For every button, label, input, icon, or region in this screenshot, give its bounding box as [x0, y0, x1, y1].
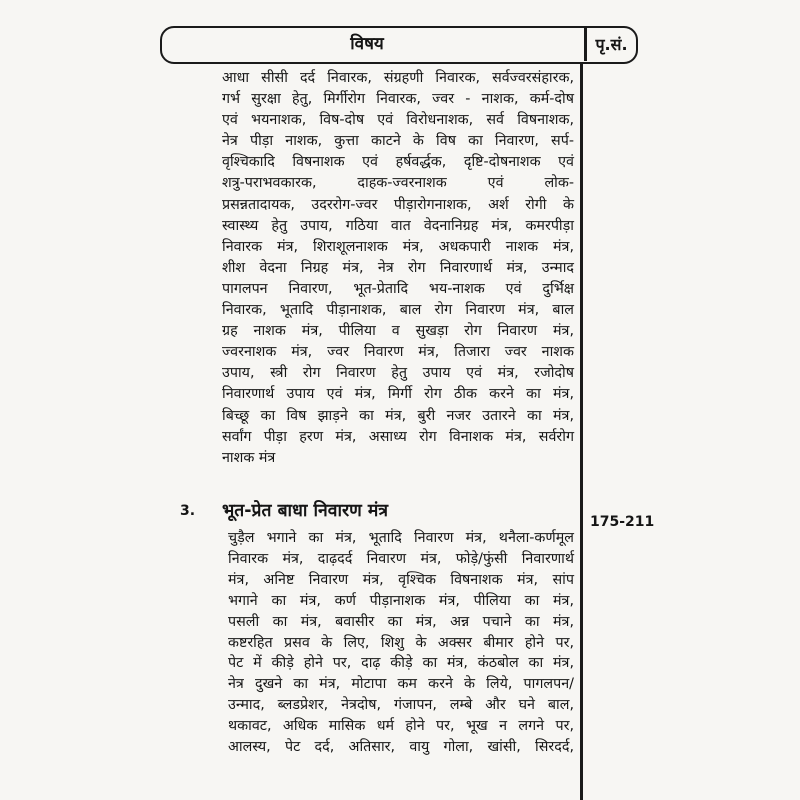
- text-line: शीश वेदना निग्रह मंत्र, नेत्र रोग निवारणार्थ मंत्र, उन्माद: [222, 259, 574, 276]
- section-paragraph: [228, 528, 574, 758]
- text-line: ग्रह नाशक मंत्र, पीलिया व सुखड़ा रोग निवारण मंत्र,: [222, 323, 574, 340]
- text-line: स्वास्थ्य हेतु उपाय, गठिया वात वेदनानिग्रह मंत्र, कमरपीड़ा: [222, 217, 574, 234]
- text-line: गर्भ सुरक्षा हेतु, मिर्गीरोग निवारक, ज्वर - नाशक, कर्म-दोष: [222, 91, 574, 108]
- text-line: प्रसन्नतादायक, उदररोग-ज्वर पीड़ारोगनाशक, अर्श रोगी के: [222, 196, 574, 213]
- table-header: [160, 26, 638, 64]
- column-divider: [580, 64, 583, 800]
- text-line: नाशक मंत्र: [222, 449, 276, 466]
- text-line: कष्टरहित प्रसव के लिए, शिशु के अक्सर बीमार होने पर,: [228, 634, 574, 651]
- text-line: एवं भयनाशक, विष-दोष एवं विरोधनाशक, सर्व विषनाशक,: [222, 112, 574, 129]
- text-line: चुड़ैल भगाने का मंत्र, भूतादि निवारण मंत्र, थनैला-कर्णमूल: [228, 530, 574, 546]
- text-line: निवारक मंत्र, दाढ़दर्द निवारण मंत्र, फोड़े/फुंसी निवारणार्थ: [228, 550, 574, 567]
- text-line: भगाने का मंत्र, कर्ण पीड़ानाशक मंत्र, पीलिया का मंत्र,: [228, 592, 574, 609]
- section-title: भूत-प्रेत बाधा निवारण मंत्र: [222, 501, 389, 521]
- text-line: पेट में कीड़े होने पर, दाढ़ कीड़े का मंत्र, कंठबोल का मंत्र,: [228, 655, 574, 672]
- header-subject-label: विषय: [350, 34, 384, 54]
- text-line: निवारणार्थ उपाय एवं मंत्र, मिर्गी रोग ठीक करने का मंत्र,: [222, 386, 574, 403]
- text-line: निवारक मंत्र, शिराशूलनाशक मंत्र, अधकपारी नाशक मंत्र,: [222, 238, 574, 255]
- text-line: आधा सीसी दर्द निवारक, संग्रहणी निवारक, सर्वज्वरसंहारक,: [222, 70, 574, 86]
- text-line: पागलपन निवारण, भूत-प्रेतादि भय-नाशक एवं दुर्भिक्ष: [222, 280, 574, 297]
- header-page-number-label: पृ.सं.: [595, 35, 628, 54]
- text-line: पसली का मंत्र, बवासीर का मंत्र, अन्न पचाने का मंत्र,: [228, 613, 574, 630]
- text-line: उपाय, स्त्री रोग निवारण हेतु उपाय एवं मंत्र, रजोदोष: [222, 365, 574, 382]
- text-line: नेत्र पीड़ा नाशक, कुत्ता काटने के विष का निवारण, सर्प-: [222, 133, 574, 150]
- text-line: उन्माद, ब्लडप्रेशर, नेत्रदोष, गंजापन, लम्बे और घने बाल,: [228, 697, 574, 714]
- header-divider: [584, 28, 587, 61]
- text-line: थकावट, अधिक मासिक धर्म होने पर, भूख न लगने पर,: [228, 718, 574, 735]
- text-line: ज्वरनाशक मंत्र, ज्वर निवारण मंत्र, तिजारा ज्वर नाशक: [222, 344, 574, 361]
- section-number: 3.: [180, 503, 196, 519]
- section-page-range: 175-211: [590, 514, 655, 530]
- text-line: सर्वांग पीड़ा हरण मंत्र, असाध्य रोग विनाशक मंत्र, सर्वरोग: [222, 428, 574, 445]
- text-line: निवारक, भूतादि पीड़ानाशक, बाल रोग निवारण मंत्र, बाल: [222, 302, 574, 319]
- text-line: मंत्र, अनिष्ट निवारण मंत्र, वृश्चिक विषनाशक मंत्र, सांप: [228, 571, 574, 588]
- text-line: आलस्य, पेट दर्द, अतिसार, वायु गोला, खांसी, सिरदर्द,: [228, 739, 574, 756]
- text-line: बिच्छू का विष झाड़ने का मंत्र, बुरी नजर उतारने का मंत्र,: [222, 407, 574, 424]
- intro-paragraph: [222, 68, 574, 469]
- text-line: शत्रु-पराभवकारक, दाहक-ज्वरनाशक एवं लोक-: [222, 175, 574, 192]
- text-line: वृश्चिकादि विषनाशक एवं हर्षवर्द्धक, दृष्टि-दोषनाशक एवं: [222, 154, 574, 171]
- text-line: नेत्र दुखने का मंत्र, मोटापा कम करने के लिये, पागलपन/: [228, 676, 574, 693]
